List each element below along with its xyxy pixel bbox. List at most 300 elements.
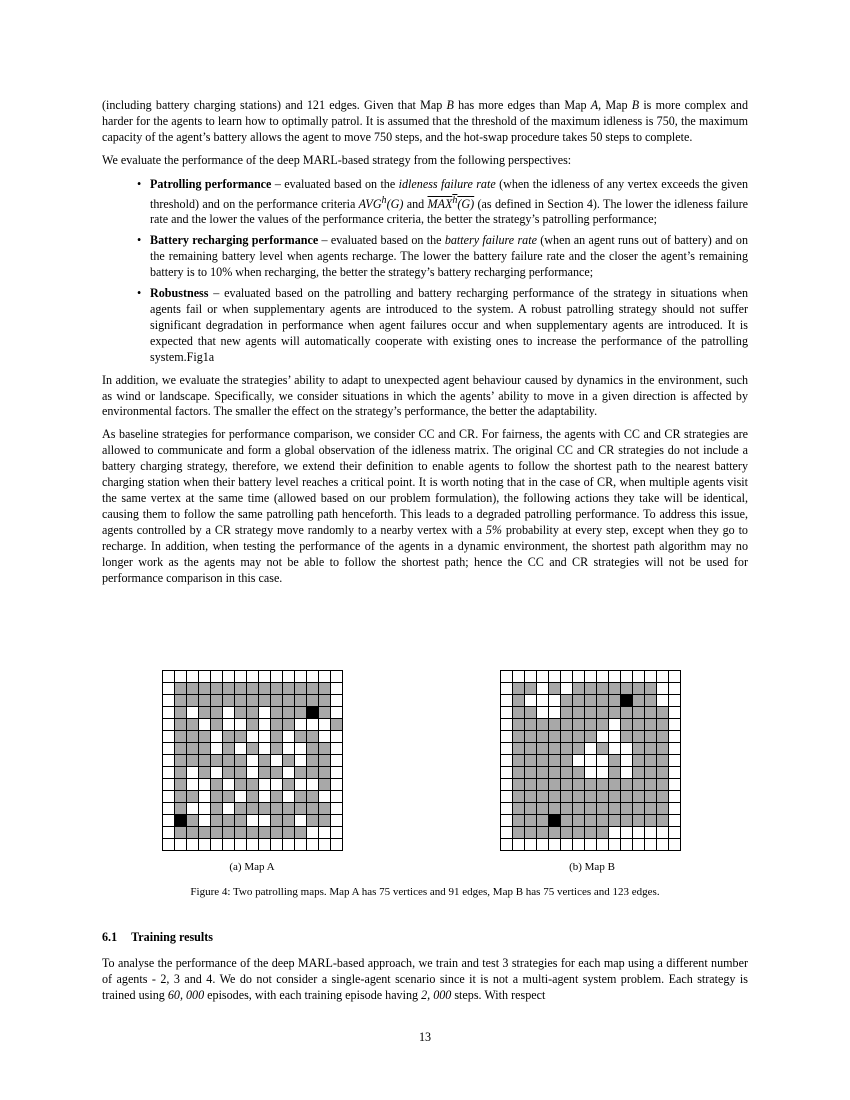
map-a-empty-cell [235, 839, 247, 851]
map-b-empty-cell [633, 827, 645, 839]
map-b-empty-cell [501, 695, 513, 707]
map-a-empty-cell [163, 779, 175, 791]
map-b-vertex-cell [549, 827, 561, 839]
map-a-vertex-cell [211, 779, 223, 791]
map-b-empty-cell [621, 827, 633, 839]
map-a-vertex-cell [211, 695, 223, 707]
map-a-vertex-cell [175, 803, 187, 815]
map-b-vertex-cell [525, 743, 537, 755]
map-b-vertex-cell [621, 707, 633, 719]
map-b-empty-cell [657, 695, 669, 707]
map-b-empty-cell [597, 755, 609, 767]
map-b-vertex-cell [621, 683, 633, 695]
map-b-empty-cell [501, 827, 513, 839]
map-a-vertex-cell [175, 743, 187, 755]
map-b-vertex-cell [537, 767, 549, 779]
map-b-vertex-cell [597, 815, 609, 827]
map-a-empty-cell [331, 731, 343, 743]
map-b-vertex-cell [573, 731, 585, 743]
map-a-vertex-cell [307, 791, 319, 803]
map-a-empty-cell [247, 839, 259, 851]
map-a-vertex-cell [223, 755, 235, 767]
map-b-empty-cell [669, 815, 681, 827]
map-b-vertex-cell [645, 707, 657, 719]
map-a-vertex-cell [307, 683, 319, 695]
map-a-empty-cell [163, 803, 175, 815]
map-a-empty-cell [319, 839, 331, 851]
map-b-vertex-cell [657, 755, 669, 767]
map-b-vertex-cell [585, 815, 597, 827]
map-a-empty-cell [163, 815, 175, 827]
map-b-vertex-cell [561, 719, 573, 731]
map-a-vertex-cell [235, 779, 247, 791]
map-a-empty-cell [283, 767, 295, 779]
map-a-vertex-cell [211, 707, 223, 719]
map-a-vertex-cell [259, 683, 271, 695]
map-b-vertex-cell [525, 827, 537, 839]
map-b-vertex-cell [657, 731, 669, 743]
map-b-vertex-cell [537, 803, 549, 815]
map-a-empty-cell [223, 779, 235, 791]
map-a-vertex-cell [199, 707, 211, 719]
map-a-empty-cell [211, 743, 223, 755]
map-b-vertex-cell [609, 755, 621, 767]
map-a-vertex-cell [271, 719, 283, 731]
map-a-vertex-cell [235, 827, 247, 839]
map-a-vertex-cell [271, 827, 283, 839]
map-a-empty-cell [199, 719, 211, 731]
map-b-vertex-cell [609, 779, 621, 791]
map-a-empty-cell [319, 719, 331, 731]
map-a-vertex-cell [175, 827, 187, 839]
map-a-vertex-cell [199, 731, 211, 743]
map-b-vertex-cell [621, 731, 633, 743]
map-a-empty-cell [259, 779, 271, 791]
map-a-vertex-cell [307, 731, 319, 743]
map-b-vertex-cell [585, 827, 597, 839]
map-a-empty-cell [199, 815, 211, 827]
map-b-empty-cell [501, 671, 513, 683]
map-b-empty-cell [609, 671, 621, 683]
map-b-vertex-cell [561, 743, 573, 755]
map-a-empty-cell [259, 815, 271, 827]
map-b-vertex-cell [585, 779, 597, 791]
map-b-vertex-cell [633, 743, 645, 755]
map-b-empty-cell [645, 671, 657, 683]
map-b-empty-cell [513, 671, 525, 683]
map-b-empty-cell [621, 767, 633, 779]
page-body [102, 98, 748, 1002]
map-b-empty-cell [669, 791, 681, 803]
map-b-vertex-cell [621, 719, 633, 731]
map-b-vertex-cell [513, 755, 525, 767]
map-b-vertex-cell [597, 803, 609, 815]
map-b-vertex-cell [633, 731, 645, 743]
map-a-empty-cell [259, 671, 271, 683]
map-b-empty-cell [669, 827, 681, 839]
map-a-vertex-cell [283, 755, 295, 767]
map-a-vertex-cell [295, 707, 307, 719]
map-b-vertex-cell [633, 719, 645, 731]
map-b-vertex-cell [549, 803, 561, 815]
map-a-empty-cell [163, 671, 175, 683]
map-b-vertex-cell [633, 779, 645, 791]
map-a-vertex-cell [271, 743, 283, 755]
map-b-vertex-cell [597, 707, 609, 719]
map-b-vertex-cell [537, 731, 549, 743]
map-b-empty-cell [609, 731, 621, 743]
map-b-vertex-cell [657, 779, 669, 791]
map-a-vertex-cell [307, 803, 319, 815]
map-a-vertex-cell [211, 827, 223, 839]
map-b-empty-cell [669, 731, 681, 743]
map-b-empty-cell [573, 671, 585, 683]
map-a-vertex-cell [283, 779, 295, 791]
map-b-vertex-cell [561, 791, 573, 803]
map-b-empty-cell [669, 803, 681, 815]
map-a-vertex-cell [307, 743, 319, 755]
map-b-empty-cell [585, 755, 597, 767]
math-avg: AVG$^h$(G) [358, 194, 404, 211]
map-a-vertex-cell [271, 767, 283, 779]
map-b-vertex-cell [633, 683, 645, 695]
map-a-empty-cell [331, 743, 343, 755]
map-a-empty-cell [331, 767, 343, 779]
map-a-vertex-cell [283, 707, 295, 719]
paragraph-adaptability: In addition, we evaluate the strategies’ ability to adapt to unexpected agent behaviour caused by dynamics in the environment, such as wind or landscape. Specifically, we consider situations in which the agents’ ability to move in a given direction is affected by environmental factors. The smaller the effect on the strategy’s performance, the better the adaptability. [102, 372, 748, 419]
map-a-vertex-cell [187, 719, 199, 731]
map-a-vertex-cell [307, 767, 319, 779]
map-a-empty-cell [319, 731, 331, 743]
map-a-empty-cell [187, 671, 199, 683]
map-b-vertex-cell [633, 815, 645, 827]
map-a-vertex-cell [319, 695, 331, 707]
map-a-empty-cell [163, 695, 175, 707]
map-a-empty-cell [319, 827, 331, 839]
map-a-vertex-cell [175, 755, 187, 767]
map-b-empty-cell [537, 839, 549, 851]
map-b-vertex-cell [537, 791, 549, 803]
map-b-vertex-cell [549, 743, 561, 755]
section-heading: 6.1 Training results [102, 930, 213, 944]
map-a-vertex-cell [235, 695, 247, 707]
map-b-vertex-cell [513, 683, 525, 695]
map-b-vertex-cell [657, 707, 669, 719]
map-b-empty-cell [501, 803, 513, 815]
map-a-vertex-cell [187, 791, 199, 803]
map-a-vertex-cell [247, 707, 259, 719]
map-b-vertex-cell [645, 731, 657, 743]
map-a-vertex-cell [271, 815, 283, 827]
map-a-vertex-cell [295, 803, 307, 815]
map-b-vertex-cell [513, 743, 525, 755]
map-b-vertex-cell [561, 695, 573, 707]
evaluation-criteria-list [102, 177, 748, 366]
map-b-vertex-cell [657, 815, 669, 827]
map-a-empty-cell [259, 743, 271, 755]
map-a-vertex-cell [235, 803, 247, 815]
map-a-vertex-cell [175, 719, 187, 731]
map-b-vertex-cell [573, 779, 585, 791]
map-a-empty-cell [259, 719, 271, 731]
map-b-vertex-cell [621, 803, 633, 815]
map-a-vertex-cell [259, 827, 271, 839]
map-a-empty-cell [163, 767, 175, 779]
map-a-empty-cell [163, 791, 175, 803]
map-a-vertex-cell [319, 779, 331, 791]
map-b-empty-cell [633, 671, 645, 683]
map-b-empty-cell [645, 827, 657, 839]
map-b-empty-cell [669, 719, 681, 731]
map-b-empty-cell [585, 671, 597, 683]
map-a-empty-cell [175, 671, 187, 683]
map-b-empty-cell [621, 671, 633, 683]
map-a-vertex-cell [211, 791, 223, 803]
map-b-vertex-cell [633, 707, 645, 719]
map-a-vertex-cell [187, 755, 199, 767]
map-b-empty-cell [585, 839, 597, 851]
map-a-empty-cell [187, 767, 199, 779]
map-a-empty-cell [199, 671, 211, 683]
map-a-empty-cell [175, 839, 187, 851]
map-a-empty-cell [331, 707, 343, 719]
map-a-empty-cell [331, 803, 343, 815]
map-b-vertex-cell [597, 719, 609, 731]
map-b-vertex-cell [549, 791, 561, 803]
map-a-empty-cell [307, 779, 319, 791]
map-b-vertex-cell [609, 815, 621, 827]
map-b-empty-cell [501, 791, 513, 803]
map-b-vertex-cell [513, 731, 525, 743]
map-b-vertex-cell [573, 803, 585, 815]
map-a-empty-cell [247, 755, 259, 767]
map-b-vertex-cell [657, 791, 669, 803]
map-b-empty-cell [561, 683, 573, 695]
map-a-vertex-cell [259, 695, 271, 707]
map-a-empty-cell [163, 755, 175, 767]
map-a-empty-cell [187, 803, 199, 815]
map-a-vertex-cell [211, 755, 223, 767]
map-b-vertex-cell [573, 743, 585, 755]
map-a-vertex-cell [271, 791, 283, 803]
map-b-vertex-cell [633, 767, 645, 779]
map-b-vertex-cell [513, 695, 525, 707]
map-a-vertex-cell [271, 803, 283, 815]
map-a-empty-cell [259, 707, 271, 719]
map-a-vertex-cell [295, 791, 307, 803]
map-b-vertex-cell [609, 767, 621, 779]
map-b-vertex-cell [561, 827, 573, 839]
map-b-empty-cell [585, 743, 597, 755]
map-b-empty-cell [537, 671, 549, 683]
map-a-vertex-cell [175, 731, 187, 743]
map-a-empty-cell [295, 719, 307, 731]
map-a-empty-cell [223, 719, 235, 731]
map-a-vertex-cell [211, 683, 223, 695]
paragraph-training: To analyse the performance of the deep MARL-based approach, we train and test 3 strategies for each map using a different number of agents - 2, 3 and 4. We do not consider a single-agent scenario since it is not a multi-agent system problem. Each strategy is trained using 60, 000 episodes, with each training episode having 2, 000 steps. With respect [102, 956, 748, 1002]
map-a-vertex-cell [199, 683, 211, 695]
map-a-empty-cell [271, 671, 283, 683]
map-a-empty-cell [211, 731, 223, 743]
map-a-vertex-cell [223, 695, 235, 707]
map-a-empty-cell [163, 827, 175, 839]
map-a-vertex-cell [211, 803, 223, 815]
map-a-vertex-cell [247, 695, 259, 707]
map-b-empty-cell [585, 767, 597, 779]
map-a-vertex-cell [175, 695, 187, 707]
map-a-empty-cell [235, 671, 247, 683]
map-a-vertex-cell [175, 683, 187, 695]
map-b-vertex-cell [561, 755, 573, 767]
map-b-empty-cell [501, 719, 513, 731]
map-a-vertex-cell [295, 695, 307, 707]
map-a-vertex-cell [235, 731, 247, 743]
map-b-empty-cell [501, 683, 513, 695]
paragraph-map-complexity: (including battery charging stations) and 121 edges. Given that Map B has more edges than Map A, Map B is more complex and harder for the agents to learn how to optimally patrol. It is assumed that the threshold of the maximum idleness is 750, the maximum capacity of the agent’s battery allows the agent to move 750 steps, and the hot-swap procedure takes 50 steps to complete. [102, 98, 748, 144]
map-a-empty-cell [331, 683, 343, 695]
map-a-empty-cell [223, 707, 235, 719]
map-a-empty-cell [319, 671, 331, 683]
map-a-empty-cell [223, 671, 235, 683]
map-a-empty-cell [331, 791, 343, 803]
map-a-empty-cell [199, 839, 211, 851]
map-a-empty-cell [199, 791, 211, 803]
map-a-empty-cell [331, 755, 343, 767]
map-b-empty-cell [561, 839, 573, 851]
map-b-vertex-cell [549, 731, 561, 743]
map-b-vertex-cell [585, 803, 597, 815]
map-a-vertex-cell [235, 755, 247, 767]
map-b-vertex-cell [549, 767, 561, 779]
map-b-vertex-cell [597, 683, 609, 695]
map-b-vertex-cell [645, 815, 657, 827]
map-b-vertex-cell [645, 803, 657, 815]
map-b-empty-cell [609, 839, 621, 851]
map-b-vertex-cell [645, 743, 657, 755]
map-a-empty-cell [163, 683, 175, 695]
map-a-vertex-cell [235, 683, 247, 695]
map-a-empty-cell [247, 815, 259, 827]
map-b-vertex-cell [549, 755, 561, 767]
map-a-empty-cell [319, 791, 331, 803]
map-b-empty-cell [621, 755, 633, 767]
map-a-empty-cell [199, 803, 211, 815]
map-a-vertex-cell [295, 683, 307, 695]
map-b-empty-cell [525, 671, 537, 683]
map-b-vertex-cell [585, 683, 597, 695]
map-a-empty-cell [163, 707, 175, 719]
map-b-vertex-cell [537, 827, 549, 839]
map-b-empty-cell [669, 671, 681, 683]
bullet-patrolling-performance: • Patrolling performance – evaluated based on the idleness failure rate (when the idleness of any vertex exceeds the given threshold) and on the performance criteria AVG$^h$(G) and MAX$^h$(G) (as defined in Section 4). The lower the idleness failure rate and the lower the values of the performance criteria, the better the strategy’s patrolling performance; [137, 176, 748, 227]
map-b-vertex-cell [549, 683, 561, 695]
map-b-vertex-cell [657, 743, 669, 755]
map-b-empty-cell [549, 695, 561, 707]
map-a-empty-cell [247, 671, 259, 683]
map-a-charging-station [307, 707, 319, 719]
map-b-vertex-cell [645, 755, 657, 767]
map-b-empty-cell [609, 743, 621, 755]
map-b-vertex-cell [513, 827, 525, 839]
map-b-vertex-cell [573, 827, 585, 839]
map-a-vertex-cell [307, 695, 319, 707]
map-b-vertex-cell [549, 719, 561, 731]
map-b-vertex-cell [621, 815, 633, 827]
bullet-robustness: • Robustness – evaluated based on the patrolling and battery recharging performance of the strategy in situations when agents fail or when supplementary agents are introduced to the system. A robust patrolling strategy should not suffer significant degradation in performance when agent failures occur and when supplementary agents are introduced. It is expected that new agents will automatically cooperate with existing ones to increase the performance of the patrolling system.Fig1a [137, 286, 748, 364]
map-b-vertex-cell [609, 707, 621, 719]
map-a-empty-cell [163, 743, 175, 755]
map-b-vertex-cell [597, 743, 609, 755]
map-b-empty-cell [537, 707, 549, 719]
map-a-vertex-cell [283, 803, 295, 815]
map-b-vertex-cell [573, 707, 585, 719]
map-a-empty-cell [247, 731, 259, 743]
map-a-empty-cell [307, 671, 319, 683]
map-b-vertex-cell [585, 791, 597, 803]
map-b-empty-cell [657, 671, 669, 683]
map-b-empty-cell [549, 839, 561, 851]
map-a-vertex-cell [271, 683, 283, 695]
figure-patrolling-maps [102, 668, 748, 908]
map-b-vertex-cell [513, 803, 525, 815]
map-b-empty-cell [609, 827, 621, 839]
map-a-vertex-cell [295, 827, 307, 839]
map-a-empty-cell [187, 779, 199, 791]
map-b-vertex-cell [645, 683, 657, 695]
map-a-vertex-cell [187, 827, 199, 839]
map-b-empty-cell [501, 707, 513, 719]
map-a-empty-cell [331, 839, 343, 851]
map-a-vertex-cell [175, 779, 187, 791]
map-b-empty-cell [561, 671, 573, 683]
map-b-vertex-cell [525, 767, 537, 779]
map-b-empty-cell [501, 779, 513, 791]
map-b-vertex-cell [585, 719, 597, 731]
map-a-vertex-cell [187, 731, 199, 743]
map-a-vertex-cell [223, 791, 235, 803]
map-a-empty-cell [163, 731, 175, 743]
map-b-vertex-cell [597, 779, 609, 791]
map-a-vertex-cell [319, 815, 331, 827]
map-b-empty-cell [501, 731, 513, 743]
map-b-vertex-cell [513, 779, 525, 791]
map-b-empty-cell [501, 767, 513, 779]
map-b-vertex-cell [525, 815, 537, 827]
map-a-empty-cell [283, 839, 295, 851]
map-a-vertex-cell [199, 743, 211, 755]
map-b-vertex-cell [537, 779, 549, 791]
map-b-vertex-cell [549, 779, 561, 791]
map-b-vertex-cell [513, 791, 525, 803]
map-b-empty-cell [513, 839, 525, 851]
map-a-vertex-cell [283, 815, 295, 827]
math-max: MAX$^h$(G) [427, 194, 475, 211]
map-b-caption: (b) Map B [569, 861, 615, 873]
map-b-vertex-cell [573, 683, 585, 695]
map-a-vertex-cell [211, 719, 223, 731]
map-a-charging-station [175, 815, 187, 827]
map-a-empty-cell [295, 755, 307, 767]
map-b-empty-cell [645, 839, 657, 851]
map-a-vertex-cell [199, 755, 211, 767]
map-b-vertex-cell [609, 803, 621, 815]
map-a-vertex-cell [319, 743, 331, 755]
map-a-empty-cell [295, 671, 307, 683]
map-b-vertex-cell [573, 815, 585, 827]
map-b-vertex-cell [597, 791, 609, 803]
map-a-empty-cell [331, 815, 343, 827]
map-b-empty-cell [573, 755, 585, 767]
